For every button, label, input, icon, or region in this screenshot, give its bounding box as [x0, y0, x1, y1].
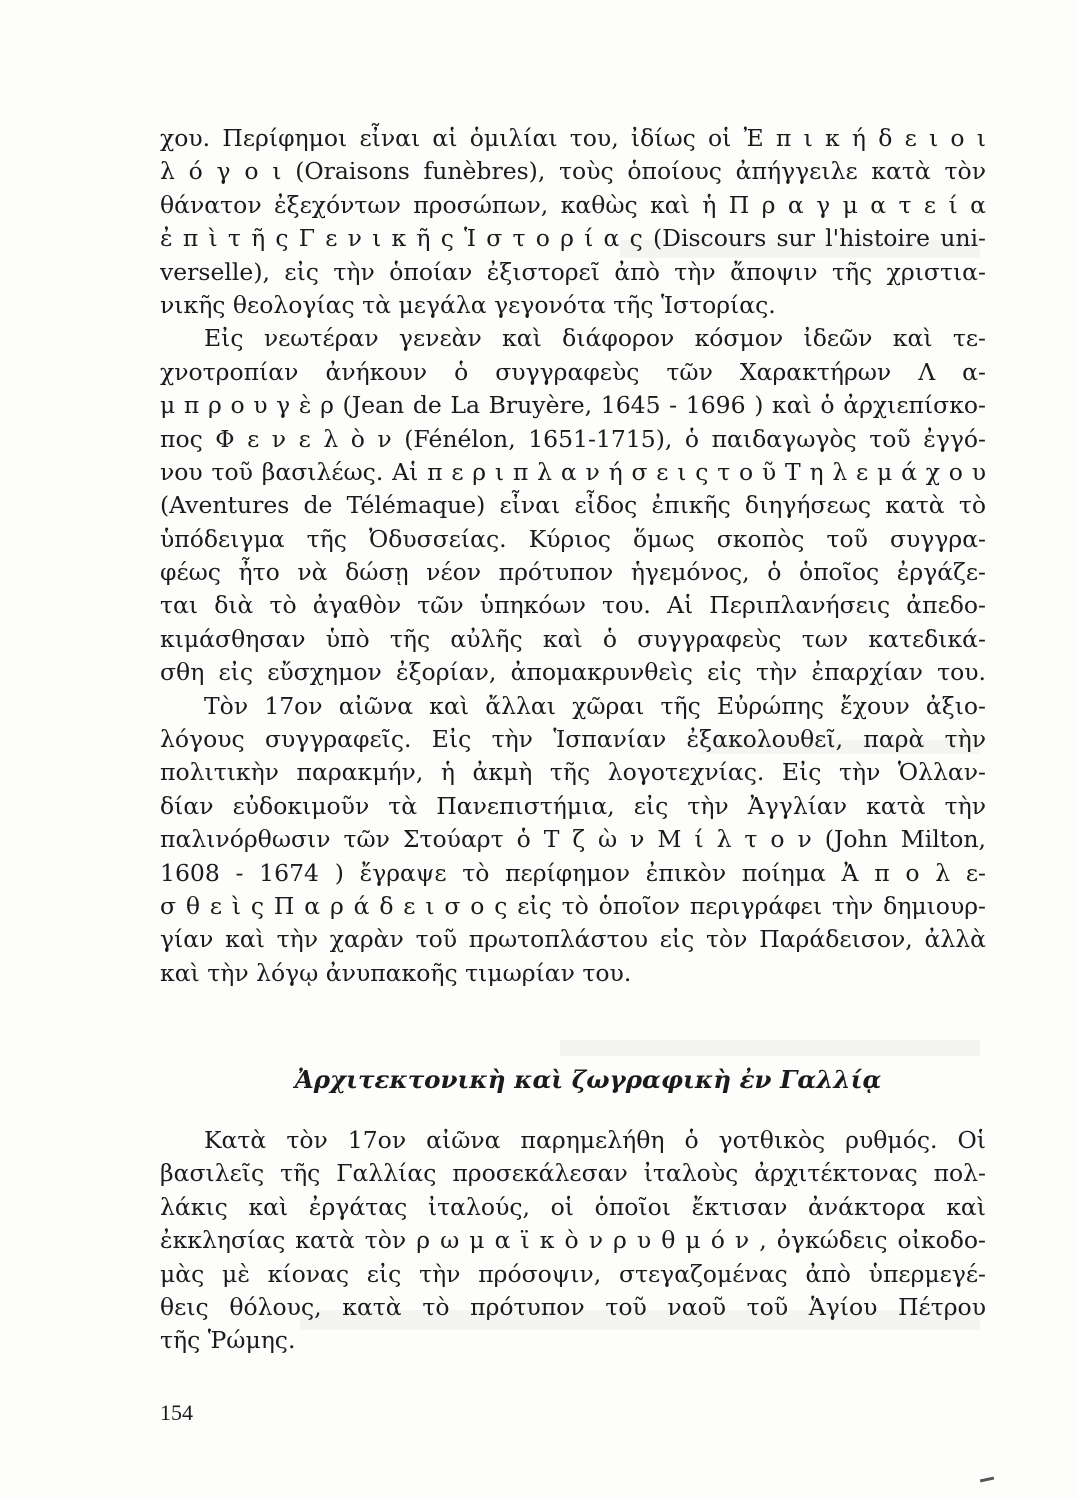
section-heading: Ἀρχιτεκτονικὴ καὶ ζωγραφικὴ ἐν Γαλλίᾳ	[294, 1065, 882, 1094]
lower-text-block	[160, 1124, 986, 1358]
text-line: παλινόρθωσιν τῶν Στούαρτ ὁ Τ ζ ὼ ν Μ ί λ τ ο ν (John Milton,	[160, 825, 986, 854]
text-line: λόγους συγγραφεῖς. Εἰς τὴν Ἱσπανίαν ἐξακολουθεῖ, παρὰ τὴν	[160, 725, 986, 754]
upper-text-block	[160, 122, 986, 990]
paragraph-3	[160, 690, 986, 991]
text-line: (Aventures de Télémaque) εἶναι εἶδος ἐπικῆς διηγήσεως κατὰ τὸ	[160, 491, 986, 520]
page-number: 154	[160, 1400, 193, 1425]
text-line: σθη εἰς εὔσχημον ἐξορίαν, ἀπομακρυνθεὶς εἰς τὴν ἐπαρχίαν του.	[160, 658, 986, 687]
text-line: μὰς μὲ κίονας εἰς τὴν πρόσοψιν, στεγαζομένας ἀπὸ ὑπερμεγέ-	[160, 1259, 986, 1288]
text-line: θεις θόλους, κατὰ τὸ πρότυπον τοῦ ναοῦ τοῦ Ἁγίου Πέτρου	[160, 1292, 986, 1321]
text-line: πος Φ ε ν ε λ ὸ ν (Fénélon, 1651-1715), ὁ παιδαγωγὸς τοῦ ἐγγό-	[160, 424, 986, 453]
text-line: 1608 - 1674 ) ἔγραψε τὸ περίφημον ἐπικὸν ποίημα Ἀ π ο λ ε-	[160, 858, 986, 887]
text-line: verselle), εἰς τὴν ὁποίαν ἐξιστορεῖ ἀπὸ τὴν ἄποψιν τῆς χριστια-	[160, 257, 986, 286]
text-line: νικῆς θεολογίας τὰ μεγάλα γεγονότα τῆς Ἱστορίας.	[160, 290, 776, 319]
text-line: καὶ τὴν λόγῳ ἀνυπακοῆς τιμωρίαν του.	[160, 958, 632, 987]
paragraph-4	[160, 1124, 986, 1358]
text-line: λ ό γ ο ι (Oraisons funèbres), τοὺς ὁποίους ἀπήγγειλε κατὰ τὸν	[160, 157, 986, 186]
text-line: χου. Περίφημοι εἶναι αἱ ὁμιλίαι του, ἰδίως οἱ Ἐ π ι κ ή δ ε ι ο ι	[160, 124, 986, 152]
section-heading-block	[160, 1060, 986, 1100]
text-line: σ θ ε ὶ ς Π α ρ ά δ ε ι σ ο ς εἰς τὸ ὁποῖον περιγράφει τὴν δημιουρ-	[160, 891, 986, 920]
text-line: λάκις καὶ ἐργάτας ἰταλούς, οἱ ὁποῖοι ἔκτισαν ἀνάκτορα καὶ	[160, 1192, 986, 1221]
text-line: χνοτροπίαν ἀνήκουν ὁ συγγραφεὺς τῶν Χαρακτήρων Λ α-	[160, 357, 986, 386]
text-line: ἐκκλησίας κατὰ τὸν ρ ω μ α ϊ κ ὸ ν ρ υ θ μ ό ν , ὀγκώδεις οἰκοδο-	[160, 1226, 986, 1255]
text-line: Εἰς νεωτέραν γενεὰν καὶ διάφορον κόσμον ἰδεῶν καὶ τε-	[204, 324, 986, 353]
text-line: φέως ἦτο νὰ δώσῃ νέον πρότυπον ἡγεμόνος, ὁ ὁποῖος ἐργάζε-	[160, 558, 986, 587]
text-line: τῆς Ῥώμης.	[160, 1326, 296, 1355]
text-line: ται διὰ τὸ ἀγαθὸν τῶν ὑπηκόων του. Αἱ Περιπλανήσεις ἀπεδο-	[160, 591, 986, 620]
text-line: ἐ π ὶ τ ῆ ς Γ ε ν ι κ ῆ ς Ἱ σ τ ο ρ ί α ς (Discours sur l'histoire uni-	[160, 224, 986, 253]
paragraph-2	[160, 322, 986, 689]
scan-speck	[980, 1477, 994, 1483]
text-line: Τὸν 17ον αἰῶνα καὶ ἄλλαι χῶραι τῆς Εὐρώπης ἔχουν ἀξιο-	[204, 691, 986, 720]
show-through-shadow	[560, 1040, 980, 1056]
text-line: κιμάσθησαν ὑπὸ τῆς αὐλῆς καὶ ὁ συγγραφεὺς των κατεδικά-	[160, 624, 986, 653]
text-line: Κατὰ τὸν 17ον αἰῶνα παρημελήθη ὁ γοτθικὸς ρυθμός. Οἱ	[204, 1126, 986, 1154]
text-line: δίαν εὐδοκιμοῦν τὰ Πανεπιστήμια, εἰς τὴν Ἀγγλίαν κατὰ τὴν	[160, 791, 986, 820]
text-line: μ π ρ ο υ γ ὲ ρ (Jean de La Bruyère, 1645 - 1696 ) καὶ ὁ ἀρχιεπίσκο-	[160, 391, 986, 420]
paragraph-1	[160, 122, 986, 322]
text-line: νου τοῦ βασιλέως. Αἱ π ε ρ ι π λ α ν ή σ ε ι ς τ ο ῦ Τ η λ ε μ ά χ ο υ	[160, 457, 986, 486]
text-line: πολιτικὴν παρακμήν, ἡ ἀκμὴ τῆς λογοτεχνίας. Εἰς τὴν Ὁλλαν-	[160, 758, 986, 787]
text-line: βασιλεῖς τῆς Γαλλίας προσεκάλεσαν ἰταλοὺς ἀρχιτέκτονας πολ-	[160, 1159, 986, 1188]
text-line: ὑπόδειγμα τῆς Ὀδυσσείας. Κύριος ὅμως σκοπὸς τοῦ συγγρα-	[160, 524, 986, 553]
text-line: θάνατον ἐξεχόντων προσώπων, καθὼς καὶ ἡ Π ρ α γ μ α τ ε ί α	[160, 190, 986, 219]
text-line: γίαν καὶ τὴν χαρὰν τοῦ πρωτοπλάστου εἰς τὸν Παράδεισον, ἀλλὰ	[160, 925, 986, 954]
